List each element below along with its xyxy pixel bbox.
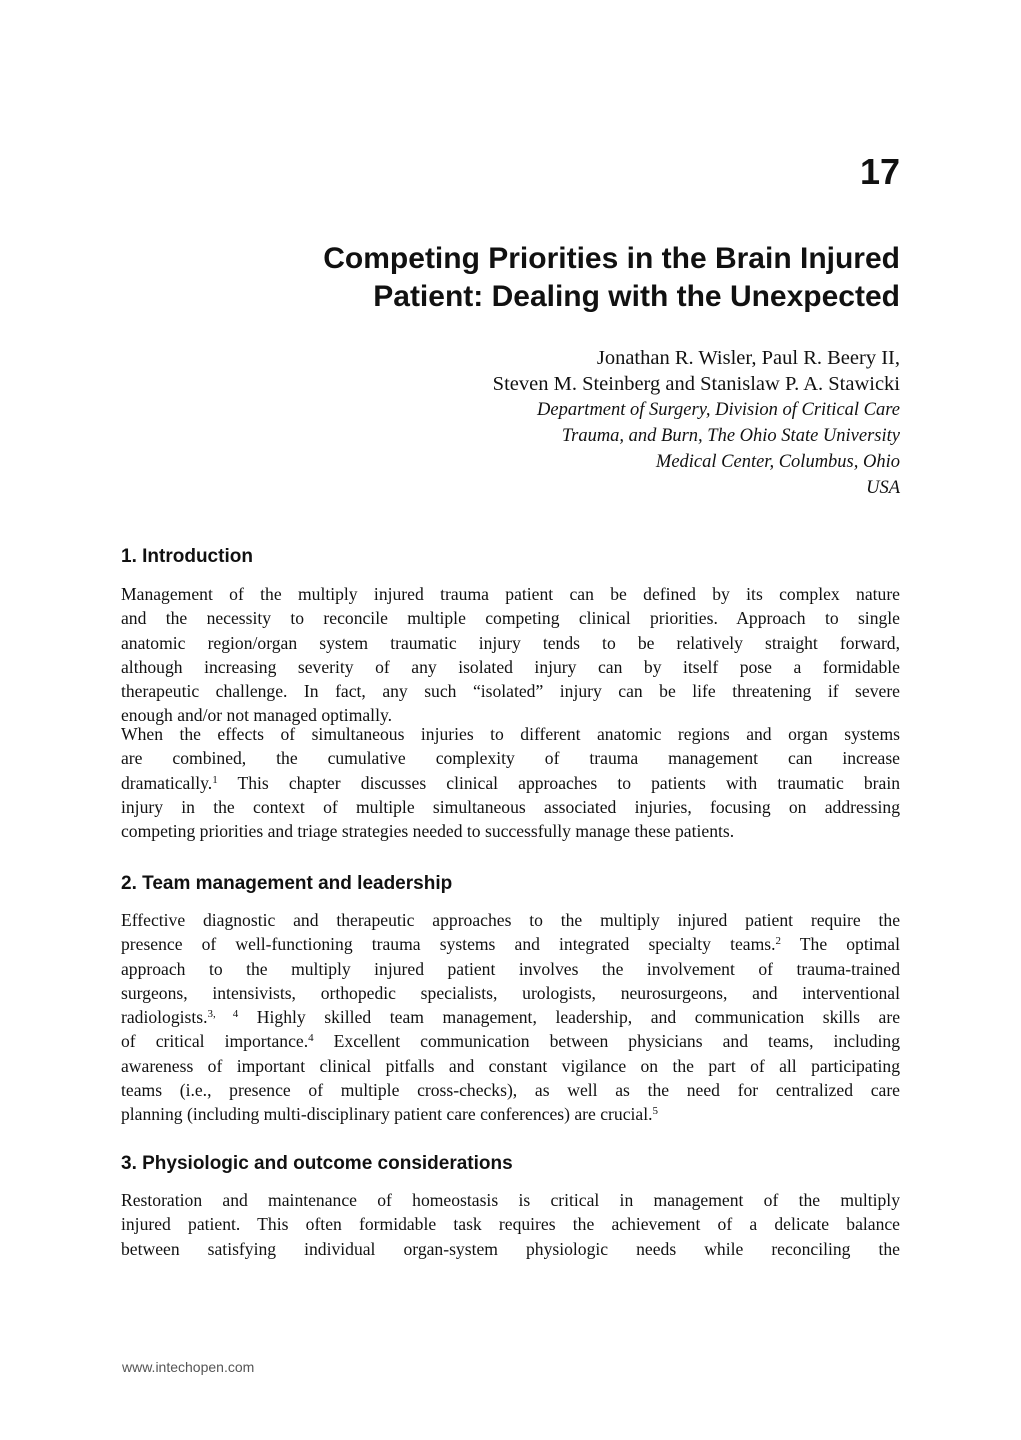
text-line: approach to the multiply injured patient involves the involvement of trauma-trained — [121, 958, 900, 979]
text-line: injured patient. This often formidable task requires the achievement of a delicate balance — [121, 1214, 900, 1235]
author-names-line: Steven M. Steinberg and Stanislaw P. A. Stawicki — [492, 373, 900, 395]
author-block — [300, 345, 900, 501]
paragraph — [121, 722, 900, 843]
citation-superscript: 5 — [652, 1105, 658, 1118]
text-line: surgeons, intensivists, orthopedic specialists, urologists, neurosurgeons, and interventional — [121, 982, 900, 1003]
text-line: dramatically.$^1$ This chapter discusses clinical approaches to patients with traumatic brain — [121, 772, 900, 793]
publisher-url[interactable]: www.intechopen.com — [122, 1359, 255, 1375]
section-heading-introduction: 1. Introduction — [121, 546, 253, 567]
text-line: Management of the multiply injured trauma patient can be defined by its complex nature — [121, 584, 900, 604]
chapter-title — [180, 240, 900, 316]
text-line: between satisfying individual organ-system physiologic needs while reconciling the — [121, 1238, 900, 1259]
citation-superscript: 2 — [775, 935, 782, 948]
text-line: of critical importance.$^4$ Excellent communication between physicians and teams, including — [121, 1031, 900, 1052]
paragraph — [121, 1188, 900, 1261]
section-heading-physiologic: 3. Physiologic and outcome considerations — [121, 1153, 513, 1174]
text-line: teams (i.e., presence of multiple cross-checks), as well as the need for centralized care — [121, 1080, 900, 1101]
paragraph — [121, 582, 900, 728]
text-line: injury in the context of multiple simultaneous associated injuries, focusing on addressing — [121, 796, 900, 817]
affiliation-line: Department of Surgery, Division of Critical Care — [537, 400, 900, 420]
author-names-line: Jonathan R. Wisler, Paul R. Beery II, — [596, 347, 900, 369]
chapter-number: 17 — [859, 151, 900, 192]
text-line: planning (including multi-disciplinary patient care conferences) are crucial.$^5$ — [121, 1104, 658, 1125]
text-line: although increasing severity of any isolated injury can by itself pose a formidable — [121, 656, 900, 677]
text-line: radiologists.$^{3, 4}$ Highly skilled team management, leadership, and communication skills are — [121, 1007, 900, 1028]
paragraph — [121, 908, 900, 1127]
affiliation-line: USA — [866, 478, 900, 498]
citation-superscript: 1 — [212, 773, 218, 786]
section-heading-team-management: 2. Team management and leadership — [121, 873, 453, 894]
text-line: competing priorities and triage strategies needed to successfully manage these patients. — [121, 821, 735, 842]
affiliation-line: Medical Center, Columbus, Ohio — [655, 452, 900, 472]
chapter-title-line: Competing Priorities in the Brain Injured — [323, 242, 900, 275]
citation-superscript: 3, 4 — [207, 1008, 239, 1021]
text-line: Restoration and maintenance of homeostasis is critical in management of the multiply — [121, 1190, 900, 1210]
text-line: and the necessity to reconcile multiple competing clinical priorities. Approach to single — [121, 608, 900, 629]
text-line: enough and/or not managed optimally. — [121, 705, 393, 726]
text-line: awareness of important clinical pitfalls and constant vigilance on the part of all participating — [121, 1055, 900, 1076]
text-line: When the effects of simultaneous injuries to different anatomic regions and organ systems — [121, 724, 900, 744]
text-line: therapeutic challenge. In fact, any such “isolated” injury can be life threatening if severe — [121, 681, 900, 702]
text-line: anatomic region/organ system traumatic injury tends to be relatively straight forward, — [121, 632, 900, 653]
chapter-title-line: Patient: Dealing with the Unexpected — [373, 280, 900, 313]
affiliation-line: Trauma, and Burn, The Ohio State University — [561, 426, 900, 446]
text-line: Effective diagnostic and therapeutic approaches to the multiply injured patient require the — [121, 910, 900, 930]
text-line: presence of well-functioning trauma systems and integrated specialty teams.$^2$ The optimal — [121, 934, 900, 955]
text-line: are combined, the cumulative complexity of trauma management can increase — [121, 748, 900, 769]
citation-superscript: 4 — [308, 1032, 314, 1045]
